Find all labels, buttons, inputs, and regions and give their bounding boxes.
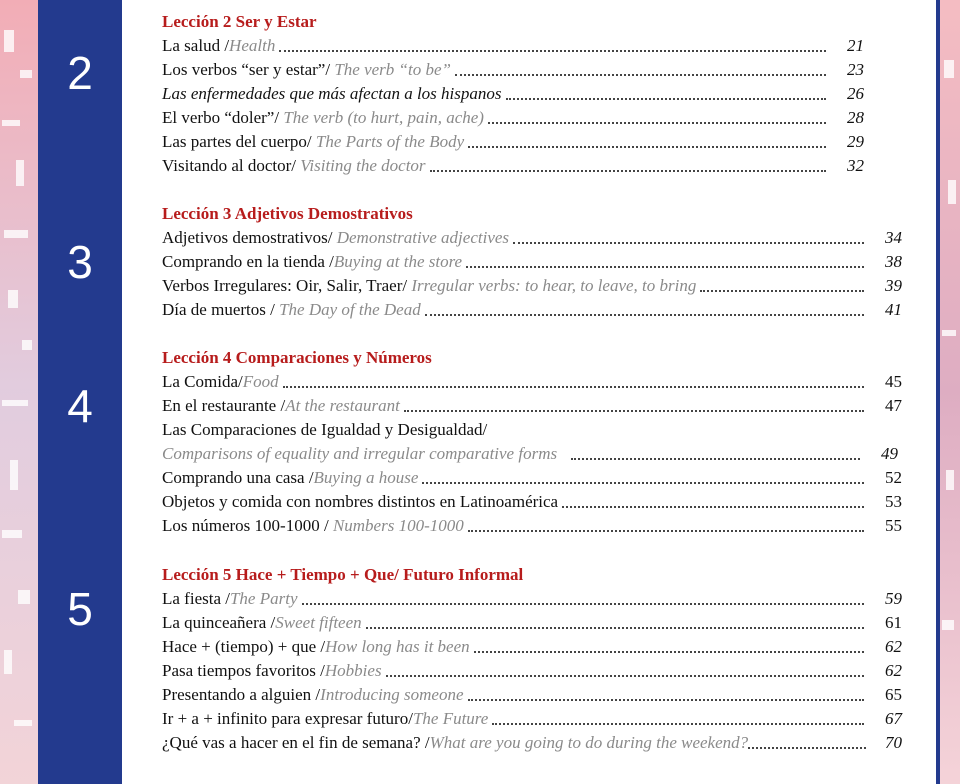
entry-title-es: Ir + a + infinito para expresar futuro/ (162, 709, 413, 728)
page-number: 49 (881, 444, 898, 463)
dot-leader (283, 386, 864, 388)
entry-title-en: Buying a house (313, 468, 419, 487)
dot-leader (430, 170, 826, 172)
entry-title-es: Las partes del cuerpo/ (162, 132, 316, 151)
entry-title-en: Sweet fifteen (275, 613, 362, 632)
dot-leader (700, 290, 864, 292)
page-number: 39 (885, 276, 902, 295)
toc-entry[interactable] (162, 154, 902, 178)
entry-title-es: Las Comparaciones de Igualdad y Desigualdad/ (162, 420, 488, 439)
dot-leader (404, 410, 864, 412)
page-number: 62 (885, 661, 902, 680)
dot-leader (571, 458, 860, 460)
dot-leader (386, 675, 864, 677)
entry-title-es: El verbo “doler”/ (162, 108, 284, 127)
chapter-number: 5 (67, 583, 93, 635)
dot-leader (425, 314, 864, 316)
toc-entry[interactable] (162, 250, 902, 274)
entry-title-es: ¿Qué vas a hacer en el fin de semana? / (162, 733, 430, 752)
toc-entry[interactable] (162, 659, 902, 683)
toc-entry[interactable] (162, 442, 902, 466)
entry-title-en: At the restaurant (285, 396, 400, 415)
page-number: 55 (885, 516, 902, 535)
page-number: 52 (885, 468, 902, 487)
lesson-heading: Lección 2 Ser y Estar (162, 12, 317, 31)
toc-entry[interactable] (162, 82, 902, 106)
toc-entry[interactable] (162, 274, 902, 298)
toc-entry[interactable] (162, 731, 902, 755)
entry-title-en: Hobbies (324, 661, 382, 680)
page-number: 29 (847, 132, 864, 151)
toc-entry[interactable] (162, 466, 902, 490)
chapter-number-band (38, 0, 122, 784)
page-number: 26 (847, 84, 864, 103)
entry-title-es: La quinceañera / (162, 613, 276, 632)
chapter-number: 3 (67, 236, 93, 288)
entry-title-es: Los números 100-1000 / (162, 516, 333, 535)
toc-entry[interactable] (162, 298, 902, 322)
dot-leader (302, 603, 865, 605)
dot-leader (468, 699, 864, 701)
toc-entry[interactable] (162, 707, 902, 731)
dot-leader (513, 242, 864, 244)
entry-title-es: Visitando al doctor/ (162, 156, 301, 175)
toc-entry[interactable] (162, 683, 902, 707)
right-border-line (936, 0, 940, 784)
page-number: 67 (885, 709, 902, 728)
page-number: 62 (885, 637, 902, 656)
chapter-number: 4 (67, 380, 93, 432)
toc-entry[interactable] (162, 394, 902, 418)
dot-leader (468, 530, 864, 532)
lesson-heading: Lección 4 Comparaciones y Números (162, 348, 432, 367)
entry-title-es: Día de muertos / (162, 300, 280, 319)
toc-entry[interactable] (162, 418, 902, 442)
toc-entry[interactable] (162, 106, 902, 130)
lesson-section (162, 10, 902, 178)
entry-title-es: Hace + (tiempo) + que / (162, 637, 326, 656)
entry-title-en: How long has it been (325, 637, 470, 656)
toc-entry[interactable] (162, 611, 902, 635)
chapter-number: 2 (67, 47, 93, 99)
page-number: 59 (885, 589, 902, 608)
dot-leader (748, 747, 866, 749)
entry-title-en: The verb (to hurt, pain, ache) (283, 108, 484, 127)
entry-title-en: Demonstrative adjectives (336, 228, 510, 247)
lesson-heading: Lección 3 Adjetivos Demostrativos (162, 204, 413, 223)
toc-entry[interactable] (162, 226, 902, 250)
dot-leader (468, 146, 826, 148)
toc-entry[interactable] (162, 514, 902, 538)
toc-entry[interactable] (162, 587, 902, 611)
dot-leader (474, 651, 864, 653)
lesson-section (162, 563, 902, 755)
entry-title-es: Adjetivos demostrativos/ (162, 228, 337, 247)
toc-entry[interactable] (162, 34, 902, 58)
page-number: 41 (885, 300, 902, 319)
dot-leader (422, 482, 864, 484)
lesson-section (162, 202, 902, 322)
page-number: 45 (885, 372, 902, 391)
dot-leader (488, 122, 826, 124)
page-number: 38 (885, 252, 902, 271)
entry-title-en: The verb “to be” (334, 60, 451, 79)
dot-leader (506, 98, 826, 100)
entry-title-es: Pasa tiempos favoritos / (162, 661, 325, 680)
toc-entry[interactable] (162, 130, 902, 154)
entry-title-es: Objetos y comida con nombres distintos en Latinoamérica (162, 492, 559, 511)
entry-title-en: Introducing someone (320, 685, 464, 704)
entry-title-en: Numbers 100-1000 (332, 516, 464, 535)
dot-leader (455, 74, 826, 76)
page-number: 32 (847, 156, 864, 175)
dot-leader (366, 627, 864, 629)
page-number: 61 (885, 613, 902, 632)
entry-title-es: La fiesta / (162, 589, 230, 608)
dot-leader (562, 506, 864, 508)
toc-entry[interactable] (162, 490, 902, 514)
entry-title-es: Presentando a alguien / (162, 685, 321, 704)
page-number: 70 (885, 733, 902, 752)
page-number: 65 (885, 685, 902, 704)
entry-title-en: The Parts of the Body (315, 132, 465, 151)
toc-entry[interactable] (162, 370, 902, 394)
entry-title-en: Comparisons of equality and irregular comparative forms (162, 444, 558, 463)
entry-title-en: Health (229, 36, 276, 55)
dot-leader (466, 266, 864, 268)
entry-title-en: Visiting the doctor (300, 156, 426, 175)
entry-title-en: Buying at the store (333, 252, 463, 271)
page-number: 53 (885, 492, 902, 511)
dot-leader (492, 723, 864, 725)
page-number: 28 (847, 108, 864, 127)
entry-title-es: Las enfermedades que más afectan a los hispanos (162, 84, 502, 103)
dot-leader (279, 50, 826, 52)
page-number: 21 (847, 36, 864, 55)
entry-title-es: En el restaurante / (162, 396, 286, 415)
entry-title-es: Verbos Irregulares: Oir, Salir, Traer/ (162, 276, 412, 295)
entry-title-es: La salud / (162, 36, 230, 55)
toc-entry[interactable] (162, 635, 902, 659)
entry-title-en: Food (242, 372, 279, 391)
entry-title-en: Irregular verbs: to hear, to leave, to bring (411, 276, 697, 295)
lesson-section (162, 346, 902, 538)
entry-title-en: What are you going to do during the weekend? (429, 733, 749, 752)
page-number: 47 (885, 396, 902, 415)
entry-title-es: La Comida/ (162, 372, 243, 391)
entry-title-en: The Future (412, 709, 489, 728)
lesson-heading: Lección 5 Hace + Tiempo + Que/ Futuro Informal (162, 565, 524, 584)
entry-title-es: Comprando en la tienda / (162, 252, 334, 271)
entry-title-es: Los verbos “ser y estar”/ (162, 60, 335, 79)
entry-title-en: The Party (229, 589, 298, 608)
entry-title-es: Comprando una casa / (162, 468, 314, 487)
page-number: 34 (885, 228, 902, 247)
page-number: 23 (847, 60, 864, 79)
toc-entry[interactable] (162, 58, 902, 82)
entry-title-en: The Day of the Dead (279, 300, 421, 319)
